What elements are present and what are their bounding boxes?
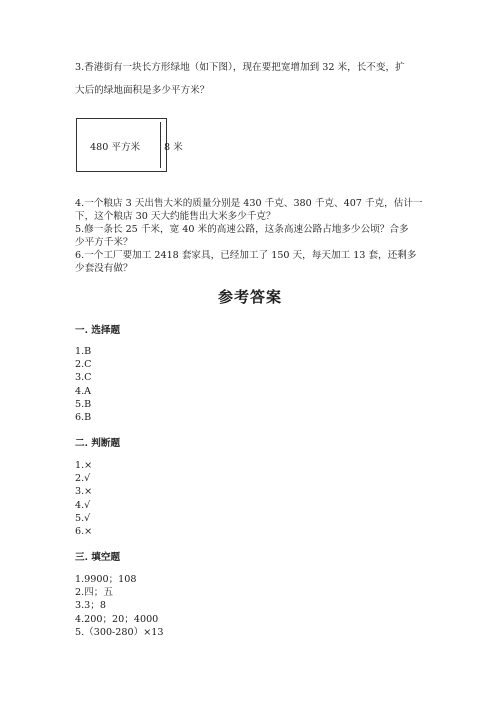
answer-item: 4.200；20；4000	[75, 613, 159, 625]
question-3-line-2: 大后的绿地面积是多少平方米？	[75, 85, 210, 96]
section-heading-choice: 一. 选择题	[75, 325, 121, 336]
question-5-line-2: 少平方千米？	[75, 237, 133, 248]
question-5-line-1: 5.修一条长 25 千米，宽 40 米的高速公路，这条高速公路占地多少公顷？合多	[75, 224, 409, 235]
width-label: 8 米	[164, 142, 183, 153]
answer-item: 1.×	[75, 460, 93, 471]
answer-item: 5.B	[75, 398, 92, 410]
width-dimension-line	[160, 122, 161, 168]
answer-item: 5.√	[75, 512, 91, 524]
rectangle-diagram	[76, 118, 186, 174]
answer-item: 2.C	[75, 359, 92, 371]
answer-list-judgment	[75, 459, 92, 538]
section-heading-fill-blank: 三. 填空题	[75, 552, 121, 563]
area-label: 480 平方米	[90, 142, 141, 153]
answer-item: 6.×	[75, 526, 93, 538]
question-6-line-2: 少套没有做？	[75, 263, 133, 274]
answer-title: 参考答案	[217, 288, 282, 306]
answer-item: 5.（300-280）×13	[75, 626, 164, 638]
question-4-line-2: 下，这个粮店 30 天大约能售出大米多少千克？	[75, 211, 276, 222]
section-heading-judgment: 二. 判断题	[75, 438, 121, 449]
question-3-line-1: 3.香港街有一块长方形绿地（如下图），现在要把宽增加到 32 米，长不变，扩	[75, 62, 405, 73]
answer-item: 4.√	[75, 499, 91, 511]
answer-item: 3.C	[75, 372, 92, 384]
answer-list-choice	[75, 345, 92, 424]
answer-item: 2.四；五	[75, 587, 113, 599]
question-6-line-1: 6.一个工厂要加工 2418 套家具，已经加工了 150 天，每天加工 13 套，还剩多	[75, 250, 417, 261]
answer-item: 1.9900；108	[75, 574, 137, 585]
answer-item: 6.B	[75, 412, 92, 424]
answer-item: 2.√	[75, 473, 91, 485]
answer-item: 1.B	[75, 346, 92, 357]
answer-list-fill-blank	[75, 573, 163, 639]
question-4-line-1: 4.一个粮店 3 天出售大米的质量分别是 430 千克、380 千克、407 千克，估计一	[75, 198, 423, 209]
answer-item: 3.×	[75, 486, 93, 498]
answer-item: 4.A	[75, 385, 92, 397]
answer-item: 3.3；8	[75, 600, 106, 612]
